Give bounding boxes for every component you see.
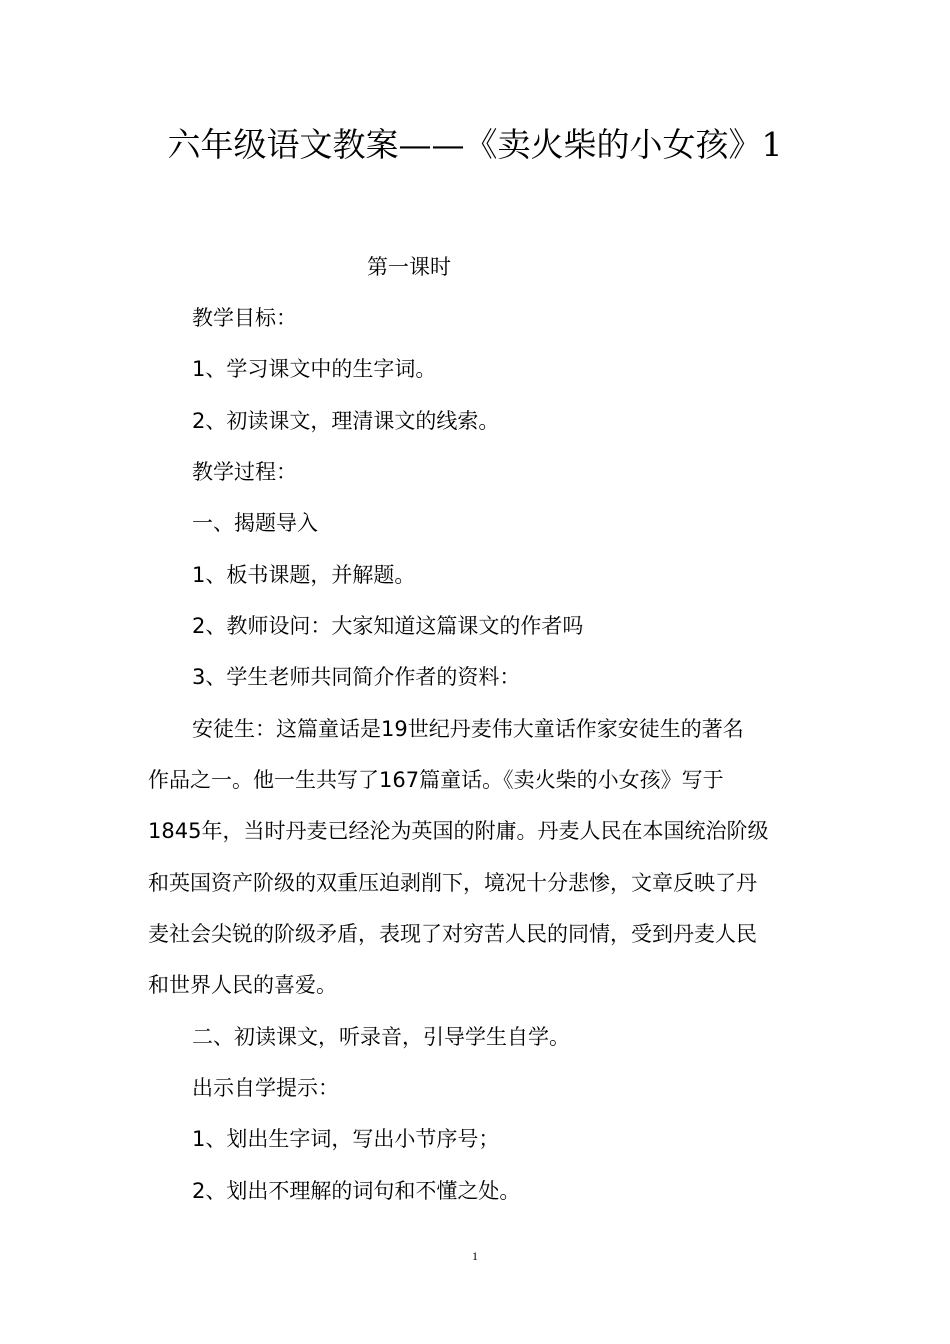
paragraph: 2、划出不理解的词句和不懂之处。 — [192, 1179, 521, 1203]
paragraph: 一、揭题导入 — [192, 511, 318, 535]
paragraph: 安徒生：这篇童话是19世纪丹麦伟大童话作家安徒生的著名 — [192, 717, 744, 741]
paragraph: 和世界人民的喜爱。 — [148, 973, 337, 997]
paragraph: 3、学生老师共同简介作者的资料： — [192, 665, 521, 689]
paragraph: 1、板书课题，并解题。 — [192, 563, 416, 587]
paragraph: 1845年，当时丹麦已经沦为英国的附庸。丹麦人民在本国统治阶级 — [148, 819, 769, 843]
document-title: 六年级语文教案——《卖火柴的小女孩》1 — [167, 125, 783, 164]
paragraph: 教学目标： — [192, 306, 297, 330]
paragraph: 1、学习课文中的生字词。 — [192, 357, 437, 381]
paragraph: 作品之一。他一生共写了167篇童话。《卖火柴的小女孩》写于 — [148, 768, 724, 792]
paragraph: 和英国资产阶级的双重压迫剥削下，境况十分悲惨，文章反映了丹 — [148, 871, 757, 895]
paragraph: 麦社会尖锐的阶级矛盾，表现了对穷苦人民的同情，受到丹麦人民 — [148, 922, 757, 946]
paragraph: 教学过程： — [192, 460, 297, 484]
lesson-heading: 第一课时 — [367, 255, 451, 279]
paragraph: 1、划出生字词，写出小节序号； — [192, 1127, 500, 1151]
paragraph: 2、初读课文，理清课文的线索。 — [192, 409, 500, 433]
paragraph: 出示自学提示： — [192, 1076, 339, 1100]
paragraph: 二、初读课文，听录音，引导学生自学。 — [192, 1025, 570, 1049]
paragraph: 2、教师设问：大家知道这篇课文的作者吗 — [192, 614, 584, 638]
page-number: 1 — [472, 1249, 478, 1263]
